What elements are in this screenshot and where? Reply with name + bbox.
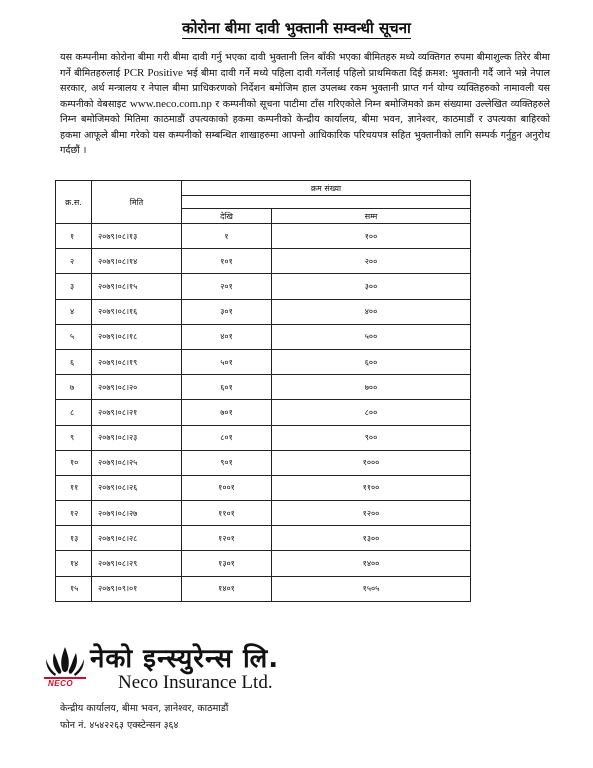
cell-sn: ४ (56, 299, 92, 324)
cell-from: ९०१ (182, 450, 272, 475)
cell-sn: ८ (56, 400, 92, 425)
table-row (56, 576, 471, 601)
cell-sn: १५ (56, 576, 92, 601)
cell-sn: १ (56, 224, 92, 249)
cell-date: २०७९।०८।२१ (92, 400, 182, 425)
table-row (56, 349, 471, 374)
table-row (56, 400, 471, 425)
cell-sn: ३ (56, 274, 92, 299)
cell-sn: ११ (56, 475, 92, 500)
cell-date: २०७९।०८।१८ (92, 324, 182, 349)
cell-from: ४०१ (182, 324, 272, 349)
cell-from: १२०१ (182, 526, 272, 551)
header-from: देखि (182, 209, 272, 224)
cell-to: ४०० (272, 299, 471, 324)
table-row (56, 425, 471, 450)
pcr-positive-text: PCR Positive (123, 66, 183, 79)
notice-body (60, 50, 550, 159)
cell-sn: २ (56, 249, 92, 274)
logo-wordmark: NECO (48, 679, 74, 688)
cell-sn: ६ (56, 349, 92, 374)
claims-table-body (56, 224, 471, 602)
cell-to: ६०० (272, 349, 471, 374)
cell-date: २०७९।०८।२७ (92, 501, 182, 526)
cell-to: १०० (272, 224, 471, 249)
company-logo (40, 643, 400, 698)
cell-from: ७०१ (182, 400, 272, 425)
cell-date: २०७९।०८।२९ (92, 551, 182, 576)
cell-sn: ७ (56, 375, 92, 400)
cell-to: १२०० (272, 501, 471, 526)
cell-from: १ (182, 224, 272, 249)
cell-from: २०१ (182, 274, 272, 299)
cell-date: २०७९।०८।२८ (92, 526, 182, 551)
cell-sn: ५ (56, 324, 92, 349)
cell-to: ३०० (272, 274, 471, 299)
cell-to: ५०० (272, 324, 471, 349)
cell-to: २०० (272, 249, 471, 274)
cell-to: ८०० (272, 400, 471, 425)
cell-from: ३०१ (182, 299, 272, 324)
cell-date: २०७९।०९।०१ (92, 576, 182, 601)
company-name-english: Neco Insurance Ltd. (118, 672, 273, 693)
header-sn: क्र.स. (56, 181, 92, 224)
table-row (56, 375, 471, 400)
cell-date: २०७९।०८।१५ (92, 274, 182, 299)
company-address: केन्द्रीय कार्यालय, बीमा भवन, ज्ञानेश्वर, काठमाडौं (60, 703, 229, 714)
cell-date: २०७९।०८।१६ (92, 299, 182, 324)
header-to: सम्म (272, 209, 471, 224)
cell-to: १४०० (272, 551, 471, 576)
cell-from: १००१ (182, 475, 272, 500)
cell-from: १४०१ (182, 576, 272, 601)
table-row (56, 274, 471, 299)
header-range-spacer (182, 196, 471, 209)
table-row (56, 249, 471, 274)
cell-from: ८०१ (182, 425, 272, 450)
cell-from: १०१ (182, 249, 272, 274)
cell-to: ९०० (272, 425, 471, 450)
cell-date: २०७९।०८।२३ (92, 425, 182, 450)
header-range: क्रम संख्या (182, 181, 471, 196)
cell-sn: ९ (56, 425, 92, 450)
cell-date: २०७९।०८।२६ (92, 475, 182, 500)
cell-from: ११०१ (182, 501, 272, 526)
website-link[interactable]: www.neco.com.np (129, 97, 212, 110)
cell-sn: १२ (56, 501, 92, 526)
cell-date: २०७९।०८।२० (92, 375, 182, 400)
table-row (56, 299, 471, 324)
table-row (56, 324, 471, 349)
notice-text-part2: भई बीमा दावी गर्ने मध्ये पहिला दावी गर्नेलाई पहिलो प्राथमिकता दिई क्रमश: भुक्तानी गर्दै जाने भन्ने नेपाल सरकार, अर्थ मन्त्रालय र नेपाल बीमा प्राधिकरणको निर्देशन बमोजिम हाल उपलब्ध रकम भुक्तानी प्राप्त गर्न योग्य व्यक्तिहरुको नामावली यस कम्पनीको वेबसाइट (60, 67, 550, 110)
notice-text-part1: यस कम्पनीमा कोरोना बीमा गरी बीमा दावी गर्नु भएका दावी भुक्तानी लिन बाँकी भएका बीमितहरु मध्ये व्यक्तिगत रुपमा बीमाशुल्क तिरेर बीमा गर्ने बीमितहरुलाई (60, 52, 550, 79)
cell-to: १००० (272, 450, 471, 475)
table-row (56, 551, 471, 576)
cell-from: ५०१ (182, 349, 272, 374)
table-row (56, 224, 471, 249)
notice-text-part3: र कम्पनीको सूचना पाटीमा टाँस गरिएकोले निम्न बमोजिमको क्रम संख्यामा उल्लेखित व्यक्तिहरुले निम्न बमोजिमको मितिमा काठमाडौं उपत्यकाको हकमा कम्पनीको केन्द्रीय कार्यालय, बीमा भवन, ज्ञानेश्वर, काठमाडौं र उपत्यका बाहिरको हकमा आफूले बीमा गरेको यस कम्पनीको सम्बन्धित शाखाहरुमा आफ्नो आधिकारिक परिचयपत्र सहित भुक्तानीको लागि सम्पर्क गर्नुहुन अनुरोध गर्दछौं । (60, 98, 550, 156)
cell-date: २०७९।०८।१३ (92, 224, 182, 249)
table-row (56, 450, 471, 475)
claims-schedule-table (55, 180, 471, 602)
table-row (56, 501, 471, 526)
cell-date: २०७९।०८।१४ (92, 249, 182, 274)
cell-date: २०७९।०८।२५ (92, 450, 182, 475)
table-header-row (56, 181, 471, 196)
company-name-nepali: नेको इन्स्युरेन्स लि. (90, 644, 280, 674)
cell-sn: १४ (56, 551, 92, 576)
table-row (56, 475, 471, 500)
notice-title-text: कोरोना बीमा दावी भुक्तानी सम्वन्धी सूचना (182, 19, 411, 37)
cell-sn: १३ (56, 526, 92, 551)
cell-from: ६०१ (182, 375, 272, 400)
table-row (56, 526, 471, 551)
cell-to: १५०५ (272, 576, 471, 601)
cell-to: ११०० (272, 475, 471, 500)
cell-to: ७०० (272, 375, 471, 400)
cell-to: १३०० (272, 526, 471, 551)
cell-sn: १० (56, 450, 92, 475)
cell-date: २०७९।०८।१९ (92, 349, 182, 374)
header-date: मिति (92, 181, 182, 224)
cell-from: १३०१ (182, 551, 272, 576)
company-phone: फोन नं. ४५४२२६३ एक्स्टेन्सन ३६४ (60, 720, 179, 731)
notice-title (0, 18, 593, 38)
